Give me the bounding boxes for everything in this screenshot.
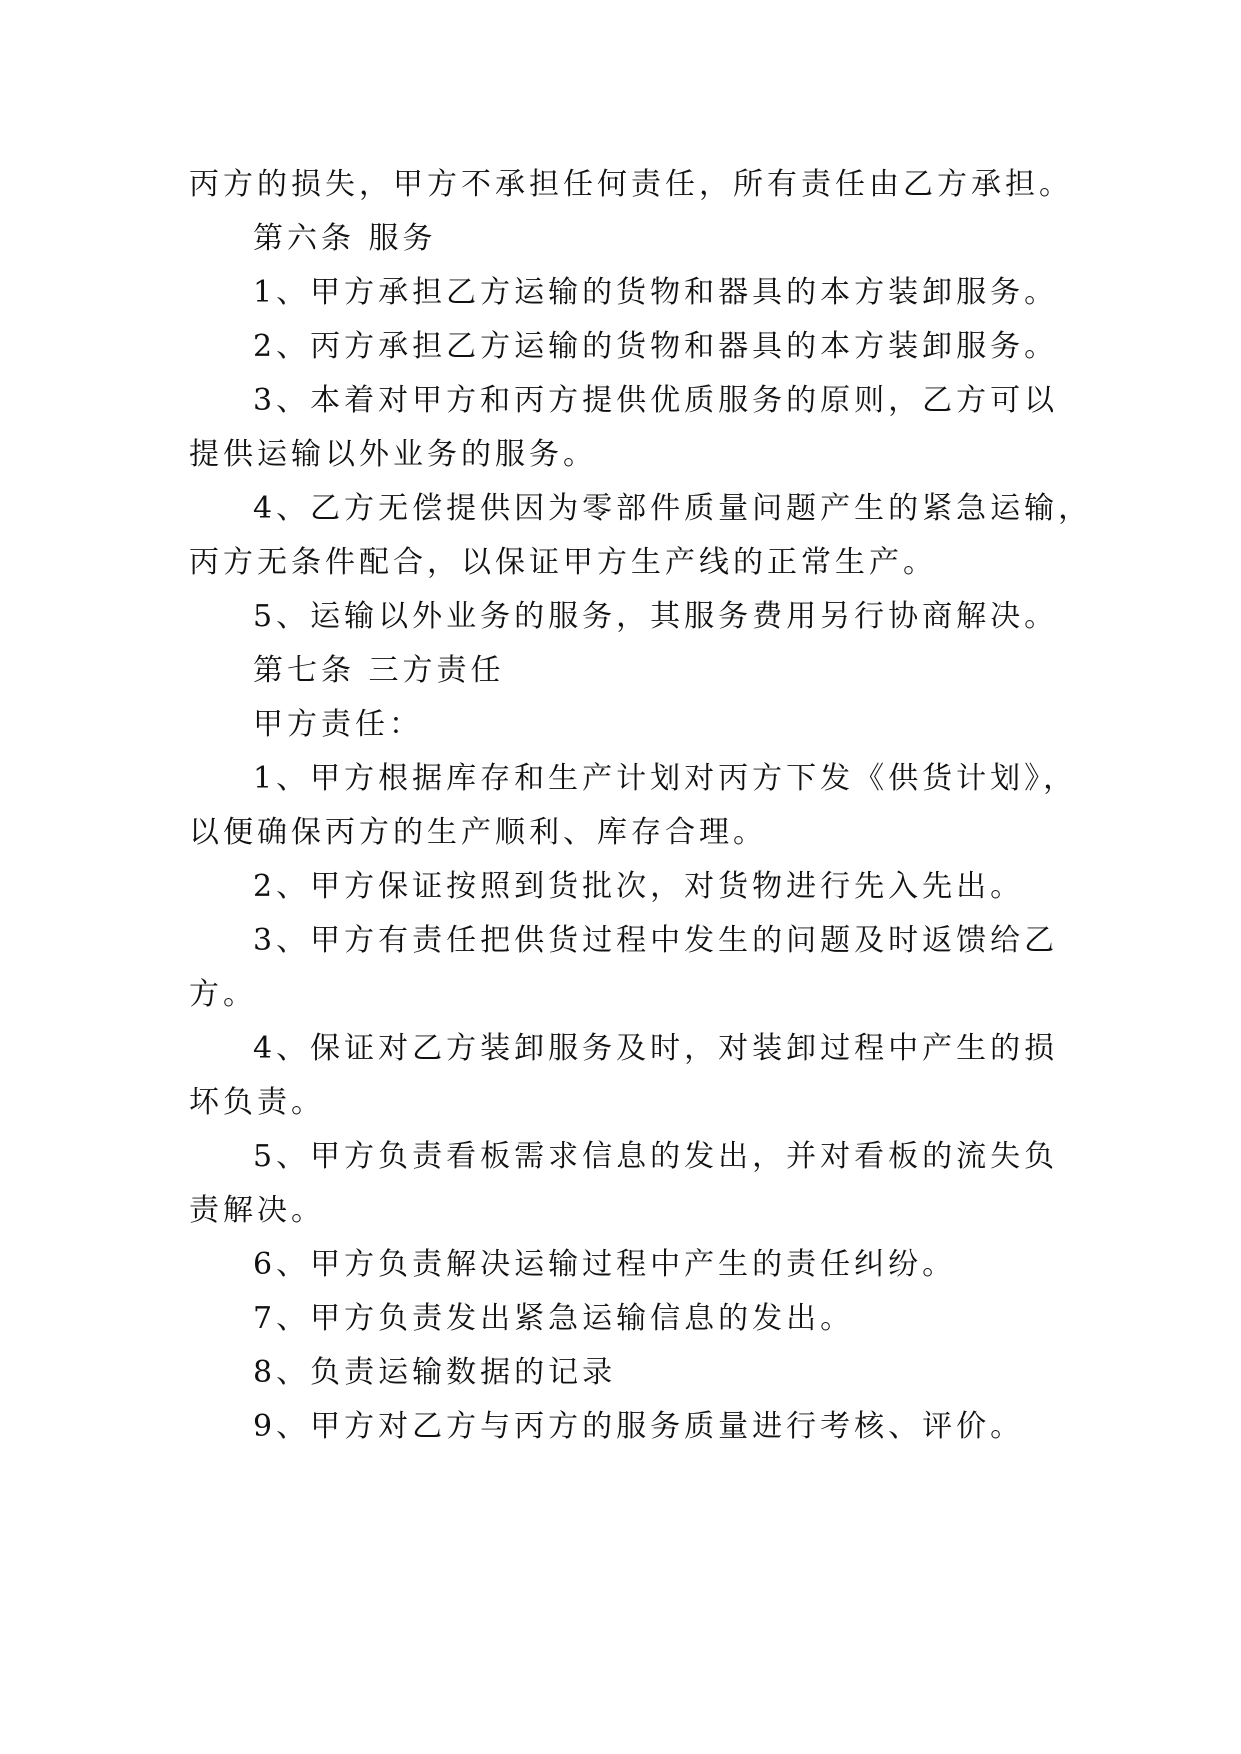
party-a-item-5: 5、甲方负责看板需求信息的发出，并对看板的流失负 bbox=[253, 1139, 1059, 1174]
party-a-item-4-cont: 坏负责。 bbox=[189, 1085, 325, 1120]
article-6-item-3-cont: 提供运输以外业务的服务。 bbox=[189, 437, 597, 472]
party-a-item-3-cont: 方。 bbox=[189, 977, 257, 1012]
article-6-item-1: 1、甲方承担乙方运输的货物和器具的本方装卸服务。 bbox=[253, 275, 1059, 310]
party-a-responsibility-heading: 甲方责任： bbox=[253, 707, 423, 742]
party-a-item-6: 6、甲方负责解决运输过程中产生的责任纠纷。 bbox=[253, 1247, 957, 1282]
article-6-item-4: 4、乙方无偿提供因为零部件质量问题产生的紧急运输， bbox=[253, 491, 1093, 526]
party-a-item-8: 8、负责运输数据的记录 bbox=[253, 1355, 617, 1390]
article-6-item-4-cont: 丙方无条件配合，以保证甲方生产线的正常生产。 bbox=[189, 545, 937, 580]
article-6-heading: 第六条 服务 bbox=[253, 221, 437, 256]
party-a-item-3: 3、甲方有责任把供货过程中发生的问题及时返馈给乙 bbox=[253, 923, 1059, 958]
party-a-item-9: 9、甲方对乙方与丙方的服务质量进行考核、评价。 bbox=[253, 1409, 1025, 1444]
article-6-item-3: 3、本着对甲方和丙方提供优质服务的原则，乙方可以 bbox=[253, 383, 1059, 418]
party-a-item-2: 2、甲方保证按照到货批次，对货物进行先入先出。 bbox=[253, 869, 1025, 904]
party-a-item-1-cont: 以便确保丙方的生产顺利、库存合理。 bbox=[189, 815, 767, 850]
contract-text bbox=[189, 158, 1093, 1454]
party-a-item-7: 7、甲方负责发出紧急运输信息的发出。 bbox=[253, 1301, 855, 1336]
party-a-item-4: 4、保证对乙方装卸服务及时，对装卸过程中产生的损 bbox=[253, 1031, 1059, 1066]
article-6-item-5: 5、运输以外业务的服务，其服务费用另行协商解决。 bbox=[253, 599, 1059, 634]
party-a-item-5-cont: 责解决。 bbox=[189, 1193, 325, 1228]
text-line-continuation: 丙方的损失，甲方不承担任何责任，所有责任由乙方承担。 bbox=[189, 167, 1073, 202]
article-6-item-2: 2、丙方承担乙方运输的货物和器具的本方装卸服务。 bbox=[253, 329, 1059, 364]
article-7-heading: 第七条 三方责任 bbox=[253, 653, 505, 688]
party-a-item-1: 1、甲方根据库存和生产计划对丙方下发《供货计划》， bbox=[253, 761, 1078, 796]
